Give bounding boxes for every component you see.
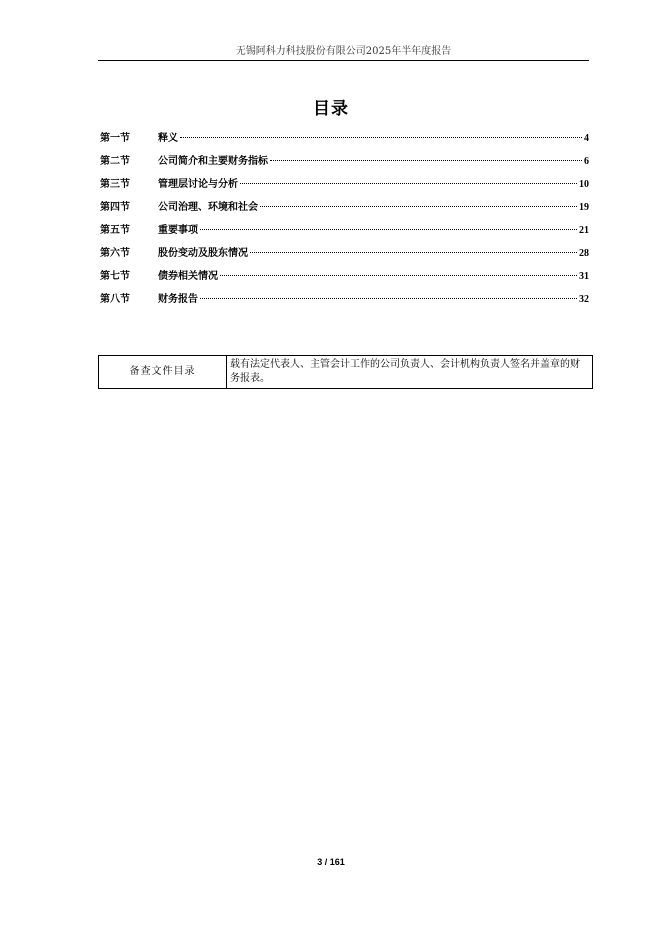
toc-leader-dots <box>200 229 577 230</box>
toc-entry-3[interactable] <box>100 177 589 200</box>
toc-leader-dots <box>200 298 577 299</box>
toc-leader-dots <box>250 252 577 253</box>
toc-section-title: 财务报告 <box>158 294 198 305</box>
toc-section-title: 股份变动及股东情况 <box>158 248 248 259</box>
toc-section-number: 第五节 <box>100 225 130 236</box>
toc-page-number: 6 <box>584 156 589 167</box>
toc-section-number: 第一节 <box>100 133 130 144</box>
toc-leader-dots <box>180 137 582 138</box>
reference-documents-description: 载有法定代表人、主管会计工作的公司负责人、会计机构负责人签名并盖章的财务报表。 <box>227 356 593 389</box>
toc-section-title: 公司治理、环境和社会 <box>158 202 258 213</box>
toc-page-number: 21 <box>579 225 589 236</box>
toc-section-title: 管理层讨论与分析 <box>158 179 238 190</box>
toc-entry-4[interactable] <box>100 200 589 223</box>
toc-section-number: 第八节 <box>100 294 130 305</box>
toc-page-number: 28 <box>579 248 589 259</box>
toc-title: 目录 <box>313 99 349 119</box>
toc-entry-7[interactable] <box>100 269 589 292</box>
reference-documents-table <box>98 355 593 389</box>
toc-entry-6[interactable] <box>100 246 589 269</box>
toc-page-number: 19 <box>579 202 589 213</box>
toc-page-number: 4 <box>584 133 589 144</box>
table-of-contents <box>100 131 589 315</box>
toc-entry-5[interactable] <box>100 223 589 246</box>
header-rule <box>98 60 589 61</box>
toc-leader-dots <box>270 160 582 161</box>
toc-entry-8[interactable] <box>100 292 589 315</box>
toc-page-number: 31 <box>579 271 589 282</box>
toc-entry-2[interactable] <box>100 154 589 177</box>
page-header: 无锡阿科力科技股份有限公司2025年半年度报告 <box>235 46 452 57</box>
toc-section-number: 第四节 <box>100 202 130 213</box>
toc-section-title: 债券相关情况 <box>158 271 218 282</box>
toc-section-title: 公司简介和主要财务指标 <box>158 156 268 167</box>
page-number: 3 / 161 <box>317 857 345 867</box>
toc-section-number: 第二节 <box>100 156 130 167</box>
toc-section-number: 第三节 <box>100 179 130 190</box>
reference-documents-label: 备查文件目录 <box>99 356 227 389</box>
table-row <box>99 356 593 389</box>
toc-leader-dots <box>240 183 577 184</box>
toc-page-number: 10 <box>579 179 589 190</box>
toc-page-number: 32 <box>579 294 589 305</box>
toc-section-number: 第七节 <box>100 271 130 282</box>
toc-section-title: 释义 <box>158 133 178 144</box>
toc-leader-dots <box>220 275 577 276</box>
toc-section-number: 第六节 <box>100 248 130 259</box>
toc-leader-dots <box>260 206 577 207</box>
toc-entry-1[interactable] <box>100 131 589 154</box>
toc-section-title: 重要事项 <box>158 225 198 236</box>
